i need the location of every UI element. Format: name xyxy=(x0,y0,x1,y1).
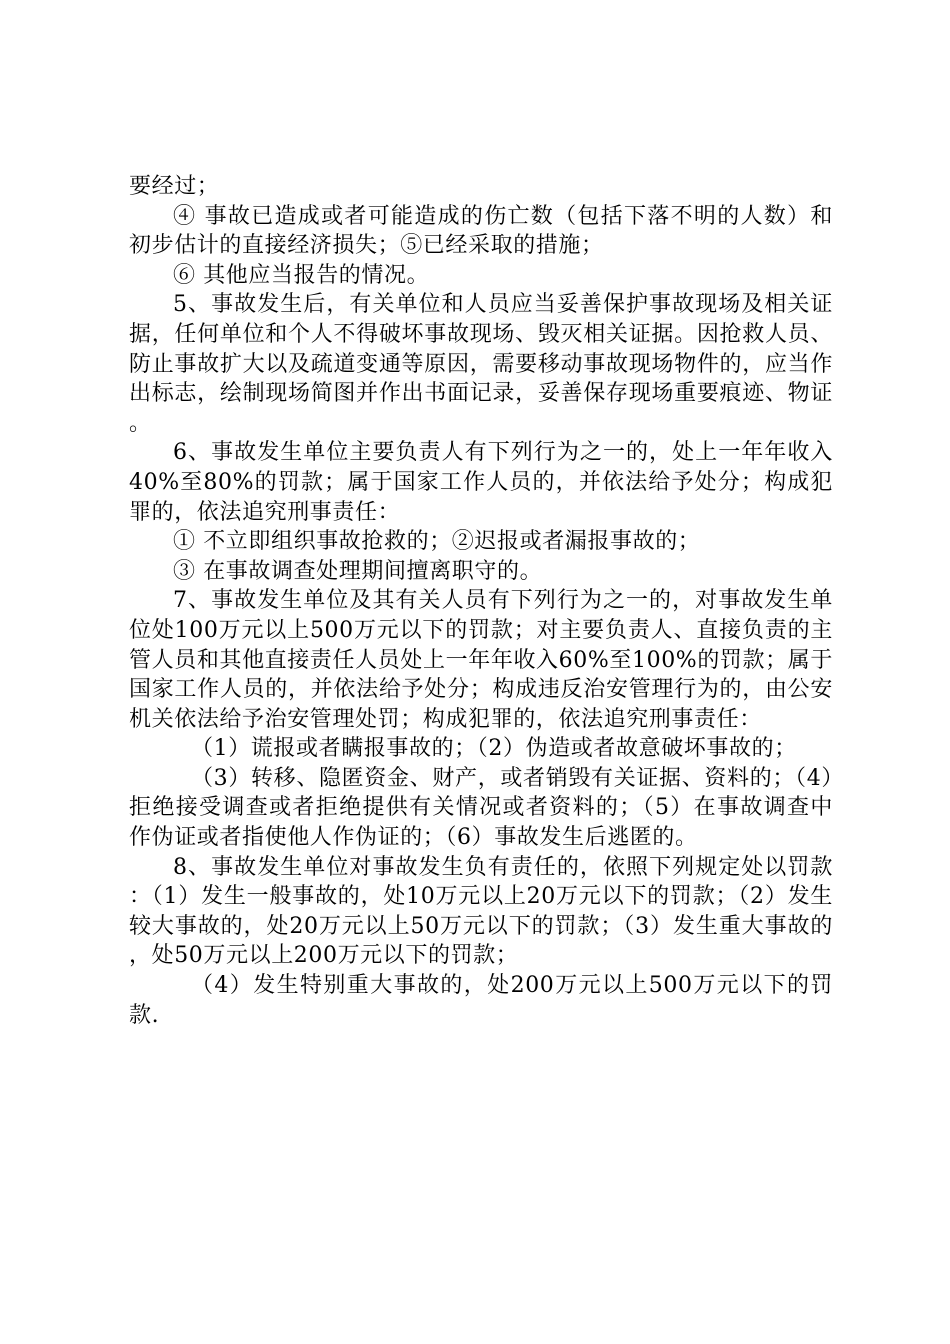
paragraph-section-7: 7、事故发生单位及其有关人员有下列行为之一的，对事故发生单位处100万元以上500万元以下的罚款；对主要负责人、直接负责的主管人员和其他直接责任人员处上一年年收入60%至100%的罚款；属于国家工作人员的，并依法给予处分；构成违反治安管理行为的，由公安机关依法给予治安管理处罚；构成犯罪的，依法追究刑事责任： xyxy=(129,588,833,732)
paragraph-section-7-items-1-2: （1）谎报或者瞒报事故的；（2）伪造或者故意破坏事故的； xyxy=(191,736,797,762)
paragraph-section-5: 5、事故发生后，有关单位和人员应当妥善保护事故现场及相关证据，任何单位和个人不得破坏事故现场、毁灭相关证据。因抢救人员、防止事故扩大以及疏道变通等原因，需要移动事故现场物件的，应当作出标志，绘制现场简图并作出书面记录，妥善保存现场重要痕迹、物证。 xyxy=(129,292,833,436)
paragraph-item-6-other: ⑥ 其他应当报告的情况。 xyxy=(173,262,430,288)
document-page xyxy=(129,172,833,1030)
paragraph-continuation: 要经过； xyxy=(129,174,220,199)
paragraph-section-7-items-3-6: （3）转移、隐匿资金、财产，或者销毁有关证据、资料的；（4）拒绝接受调查或者拒绝提供有关情况或者资料的；（5）在事故调查中作伪证或者指使他人作伪证的；（6）事故发生后逃匿的。 xyxy=(129,765,833,851)
paragraph-section-6-item-3: ③ 在事故调查处理期间擅离职守的。 xyxy=(173,558,543,584)
paragraph-section-8: 8、事故发生单位对事故发生负有责任的，依照下列规定处以罚款：（1）发生一般事故的，处10万元以上20万元以下的罚款；（2）发生较大事故的，处20万元以上50万元以下的罚款；（3）发生重大事故的，处50万元以上200万元以下的罚款； xyxy=(129,854,833,969)
paragraph-section-8-item-4: （4）发生特别重大事故的，处200万元以上500万元以下的罚款. xyxy=(129,973,833,1028)
paragraph-section-6-items-1-2: ① 不立即组织事故抢救的；②迟报或者漏报事故的； xyxy=(173,529,701,555)
paragraph-section-6: 6、事故发生单位主要负责人有下列行为之一的，处上一年年收入40%至80%的罚款；属于国家工作人员的，并依法给予处分；构成犯罪的，依法追究刑事责任： xyxy=(129,440,833,525)
paragraph-item-4-casualties: ④ 事故已造成或者可能造成的伤亡数（包括下落不明的人数）和初步估计的直接经济损失；⑤已经采取的措施； xyxy=(129,203,833,259)
